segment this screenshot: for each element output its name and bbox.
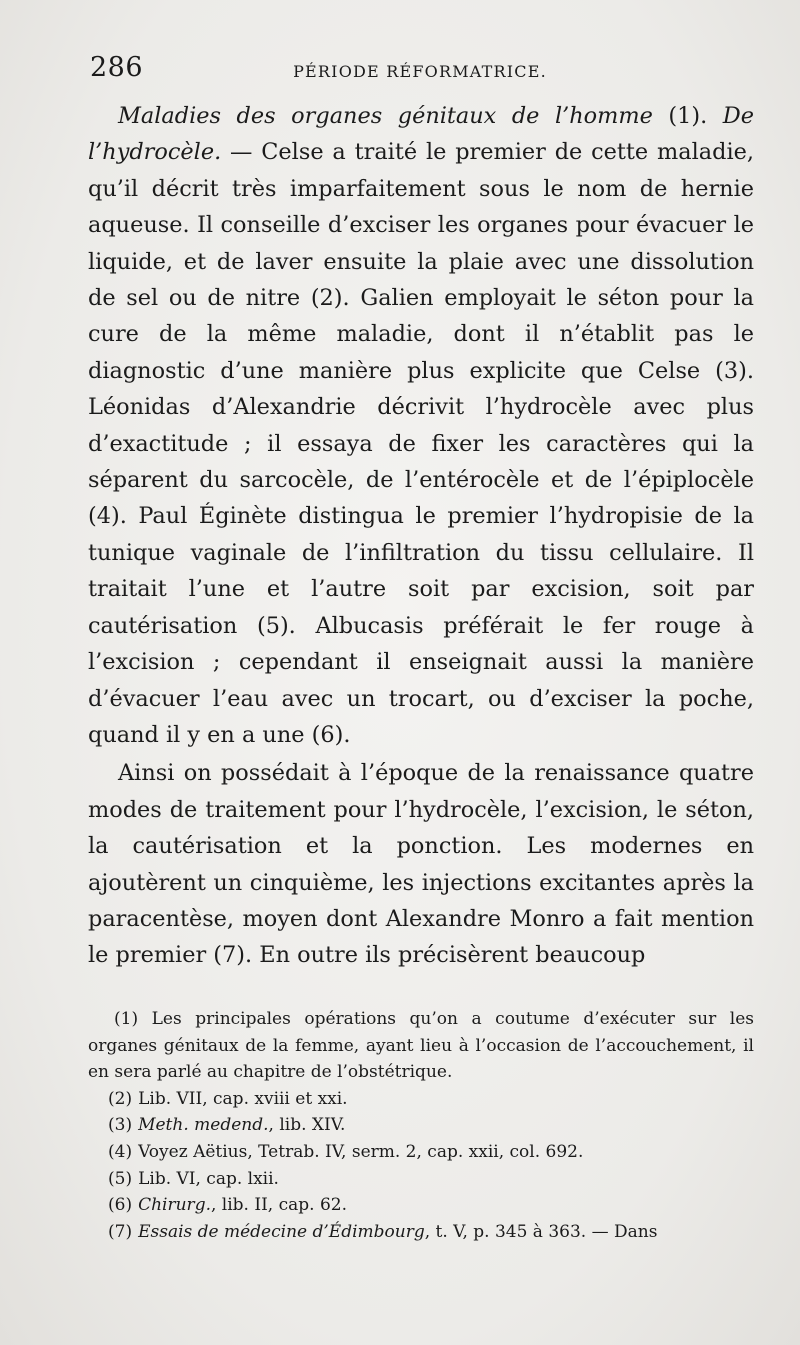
footnote-number: (2) xyxy=(108,1088,133,1109)
section-title-note: (1). xyxy=(652,103,723,129)
running-title: PÉRIODE RÉFORMATRICE. xyxy=(293,62,547,81)
footnote-number: (6) xyxy=(108,1195,133,1216)
footnote-5 xyxy=(88,1166,754,1193)
paragraph-hydrocele xyxy=(88,98,754,753)
paragraph-text: Ainsi on possédait à l’époque de la renaissance quatre modes de traitement pour l’hydrocèle, l’excision, le séton, la cautérisation et la ponction. Les modernes en ajoutèrent un cinquième, les injections excitantes après la paracentèse, moyen dont Alexandre Monro a fait mention le premier (7). En outre ils précisèrent beaucoup xyxy=(88,760,754,969)
paragraph-text: — Celse a traité le premier de cette maladie, qu’il décrit très imparfaitement sous le nom de hernie aqueuse. Il conseille d’exciser les organes pour évacuer le liquide, et de laver ensuite la plaie avec une dissolution de sel ou de nitre (2). Galien employait le séton pour la cure de la même maladie, dont il n’établit pas le diagnostic d’une manière plus explicite que Celse (3). Léonidas d’Alexandrie décrivit l’hydrocèle avec plus d’exactitude ; il essaya de fixer les caractères qui la séparent du sarcocèle, de l’entérocèle et de l’épiplocèle (4). Paul Éginète distingua le premier l’hydropisie de la tunique vaginale de l’infiltration du tissu cellulaire. Il traitait l’une et l’autre soit par excision, soit par cautérisation (5). Albucasis préférait le fer rouge à l’excision ; cependant il enseignait aussi la manière d’évacuer l’eau avec un trocart, ou d’exciser la poche, quand il y en a une (6). xyxy=(88,139,754,748)
page-header xyxy=(90,52,750,92)
footnote-text: , lib. II, cap. 62. xyxy=(210,1195,347,1216)
main-text xyxy=(88,98,754,974)
footnotes xyxy=(88,1006,754,1245)
footnote-work-title: Essais de médecine d’Édimbourg xyxy=(138,1221,425,1242)
footnote-text: Voyez Aëtius, Tetrab. IV, serm. 2, cap. xxii, col. 692. xyxy=(138,1141,584,1162)
section-subtitle: De l’hydrocèle. xyxy=(88,103,754,166)
footnote-number: (7) xyxy=(108,1221,133,1242)
footnote-2 xyxy=(88,1086,754,1113)
footnote-3 xyxy=(88,1112,754,1139)
footnote-7 xyxy=(88,1219,754,1246)
footnote-text: Lib. VII, cap. xviii et xxi. xyxy=(138,1088,348,1109)
footnote-number: (4) xyxy=(108,1141,133,1162)
footnote-text: , lib. XIV. xyxy=(268,1115,346,1136)
footnote-6 xyxy=(88,1192,754,1219)
footnote-1: (1) Les principales opérations qu’on a coutume d’exécuter sur les organes génitaux de la femme, ayant lieu à l’occasion de l’accouchement, il en sera parlé au chapitre de l’obstétrique. xyxy=(88,1009,754,1083)
section-title: Maladies des organes génitaux de l’homme xyxy=(118,103,653,129)
footnote-4 xyxy=(88,1139,754,1166)
footnote-number: (5) xyxy=(108,1168,133,1189)
footnote-text: , t. V, p. 345 à 363. — Dans xyxy=(424,1221,658,1242)
page-number: 286 xyxy=(90,52,144,83)
footnote-work-title: Chirurg. xyxy=(138,1195,211,1216)
footnote-work-title: Meth. medend. xyxy=(138,1115,269,1136)
footnote-text: Lib. VI, cap. lxii. xyxy=(138,1168,279,1189)
paragraph-renaissance xyxy=(88,755,754,973)
footnote-number: (3) xyxy=(108,1115,133,1136)
